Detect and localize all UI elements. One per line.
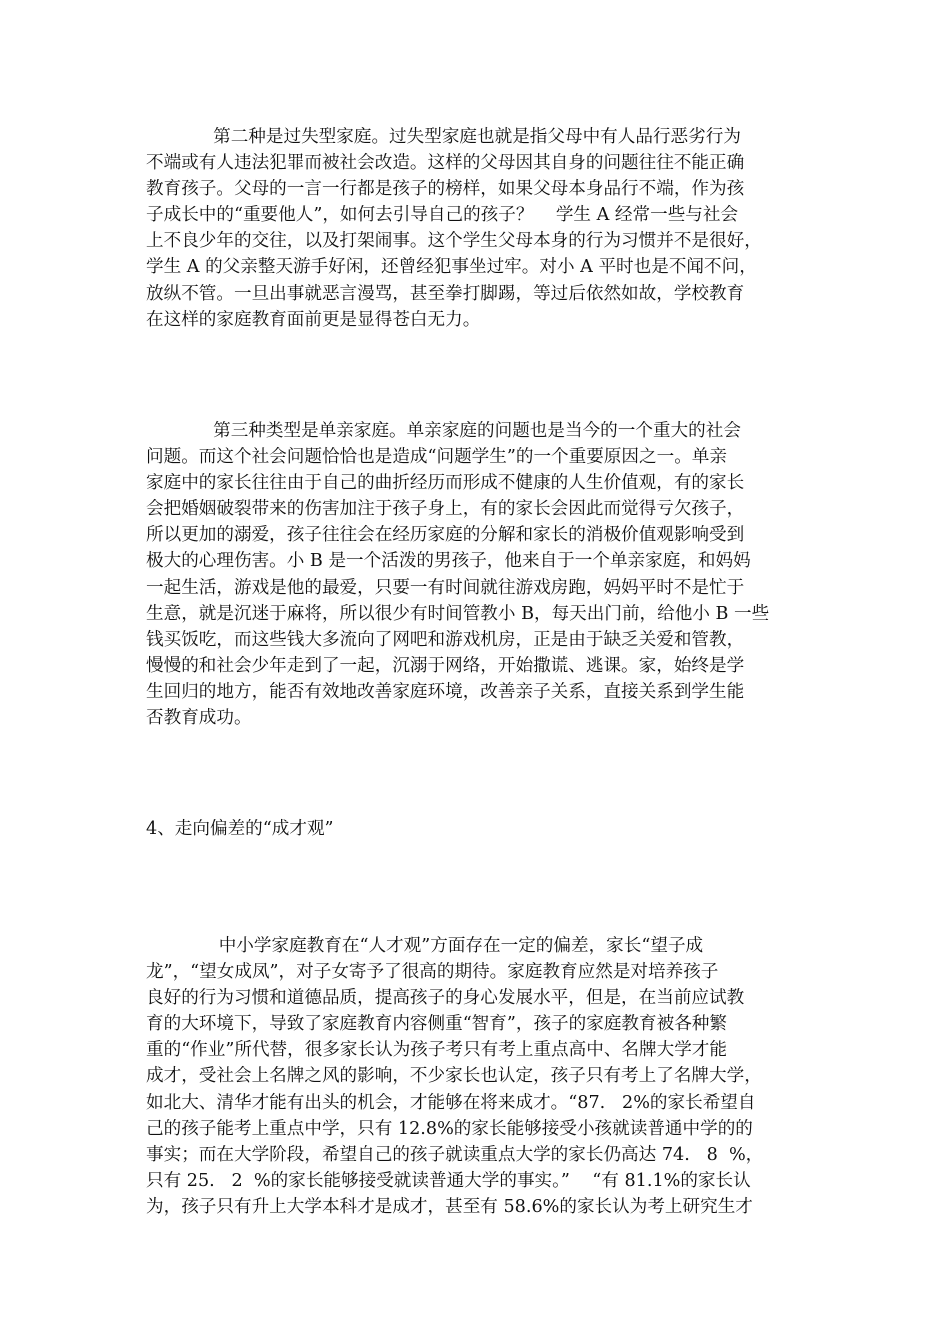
paragraph-faulty-family	[146, 124, 810, 333]
paragraph-single-parent-family	[146, 418, 810, 731]
text-line: 不端或有人违法犯罪而被社会改造。这样的父母因其自身的问题往往不能正确	[146, 153, 745, 174]
text-line: 为，孩子只有升上大学本科才是成才，甚至有 58.6%的家长认为考上研究生才	[146, 1196, 753, 1217]
text-line: 在这样的家庭教育面前更是显得苍白无力。	[146, 309, 481, 330]
text-line: 如北大、清华才能有出头的机会，才能够在将来成才。“87. 2%的家长希望自	[146, 1092, 756, 1113]
text-line: 钱买饭吃，而这些钱大多流向了网吧和游戏机房，正是由于缺乏关爱和管教，	[146, 629, 745, 650]
text-line: 教育孩子。父母的一言一行都是孩子的榜样，如果父母本身品行不端，作为孩	[146, 179, 745, 200]
text-line: 会把婚姻破裂带来的伤害加注于孩子身上，有的家长会因此而觉得亏欠孩子，	[146, 499, 745, 520]
text-line: 子成长中的“重要他人”，如何去引导自己的孩子？ 学生 A 经常一些与社会	[146, 205, 739, 226]
text-line: 龙”，“望女成凤”，对子女寄予了很高的期待。家庭教育应然是对培养孩子	[146, 962, 719, 983]
text-line: 慢慢的和社会少年走到了一起，沉溺于网络，开始撒谎、逃课。家，始终是学	[146, 655, 745, 676]
text-line: 第二种是过失型家庭。过失型家庭也就是指父母中有人品行恶劣行为	[146, 127, 741, 147]
text-line: 育的大环境下，导致了家庭教育内容侧重“智育”，孩子的家庭教育被各种繁	[146, 1014, 727, 1035]
text-line: 生意，就是沉迷于麻将，所以很少有时间管教小 B，每天出门前，给他小 B 一些	[146, 603, 770, 624]
text-line: 只有 25. 2 %的家长能够接受就读普通大学的事实。” “有 81.1%的家长认	[146, 1170, 751, 1191]
text-line: 家庭中的家长往往由于自己的曲折经历而形成不健康的人生价值观，有的家长	[146, 473, 745, 494]
text-line: 第三种类型是单亲家庭。单亲家庭的问题也是当今的一个重大的社会	[146, 421, 741, 441]
section-heading-text: 4、走向偏差的“成才观”	[146, 819, 334, 839]
text-line: 所以更加的溺爱，孩子往往会在经历家庭的分解和家长的消极价值观影响受到	[146, 525, 745, 546]
text-line: 一起生活，游戏是他的最爱，只要一有时间就往游戏房跑，妈妈平时不是忙于	[146, 577, 745, 598]
text-line: 事实；而在大学阶段，希望自己的孩子就读重点大学的家长仍高达 74. 8 %，	[146, 1144, 764, 1165]
text-line: 重的“作业”所代替，很多家长认为孩子考只有考上重点高中、名牌大学才能	[146, 1040, 727, 1061]
paragraph-talent-view	[146, 933, 810, 1220]
text-line: 成才，受社会上名牌之风的影响，不少家长也认定，孩子只有考上了名牌大学，	[146, 1066, 762, 1087]
text-line: 己的孩子能考上重点中学，只有 12.8%的家长能够接受小孩就读普通中学的的	[146, 1118, 753, 1139]
text-line: 生回归的地方，能否有效地改善家庭环境，改善亲子关系，直接关系到学生能	[146, 681, 745, 702]
text-line: 良好的行为习惯和道德品质，提高孩子的身心发展水平，但是，在当前应试教	[146, 988, 745, 1009]
text-line: 否教育成功。	[146, 708, 252, 729]
text-line: 学生 A 的父亲整天游手好闲，还曾经犯事坐过牢。对小 A 平时也是不闻不问，	[146, 257, 757, 278]
text-line: 中小学家庭教育在“人才观”方面存在一定的偏差，家长“望子成	[146, 936, 704, 956]
text-line: 极大的心理伤害。小 B 是一个活泼的男孩子，他来自于一个单亲家庭，和妈妈	[146, 551, 751, 572]
text-line: 上不良少年的交往，以及打架闹事。这个学生父母本身的行为习惯并不是很好，	[146, 231, 762, 252]
section-heading	[146, 816, 810, 842]
text-line: 放纵不管。一旦出事就恶言漫骂，甚至拳打脚踢，等过后依然如故，学校教育	[146, 283, 745, 304]
text-line: 问题。而这个社会问题恰恰也是造成“问题学生”的一个重要原因之一。单亲	[146, 447, 727, 468]
